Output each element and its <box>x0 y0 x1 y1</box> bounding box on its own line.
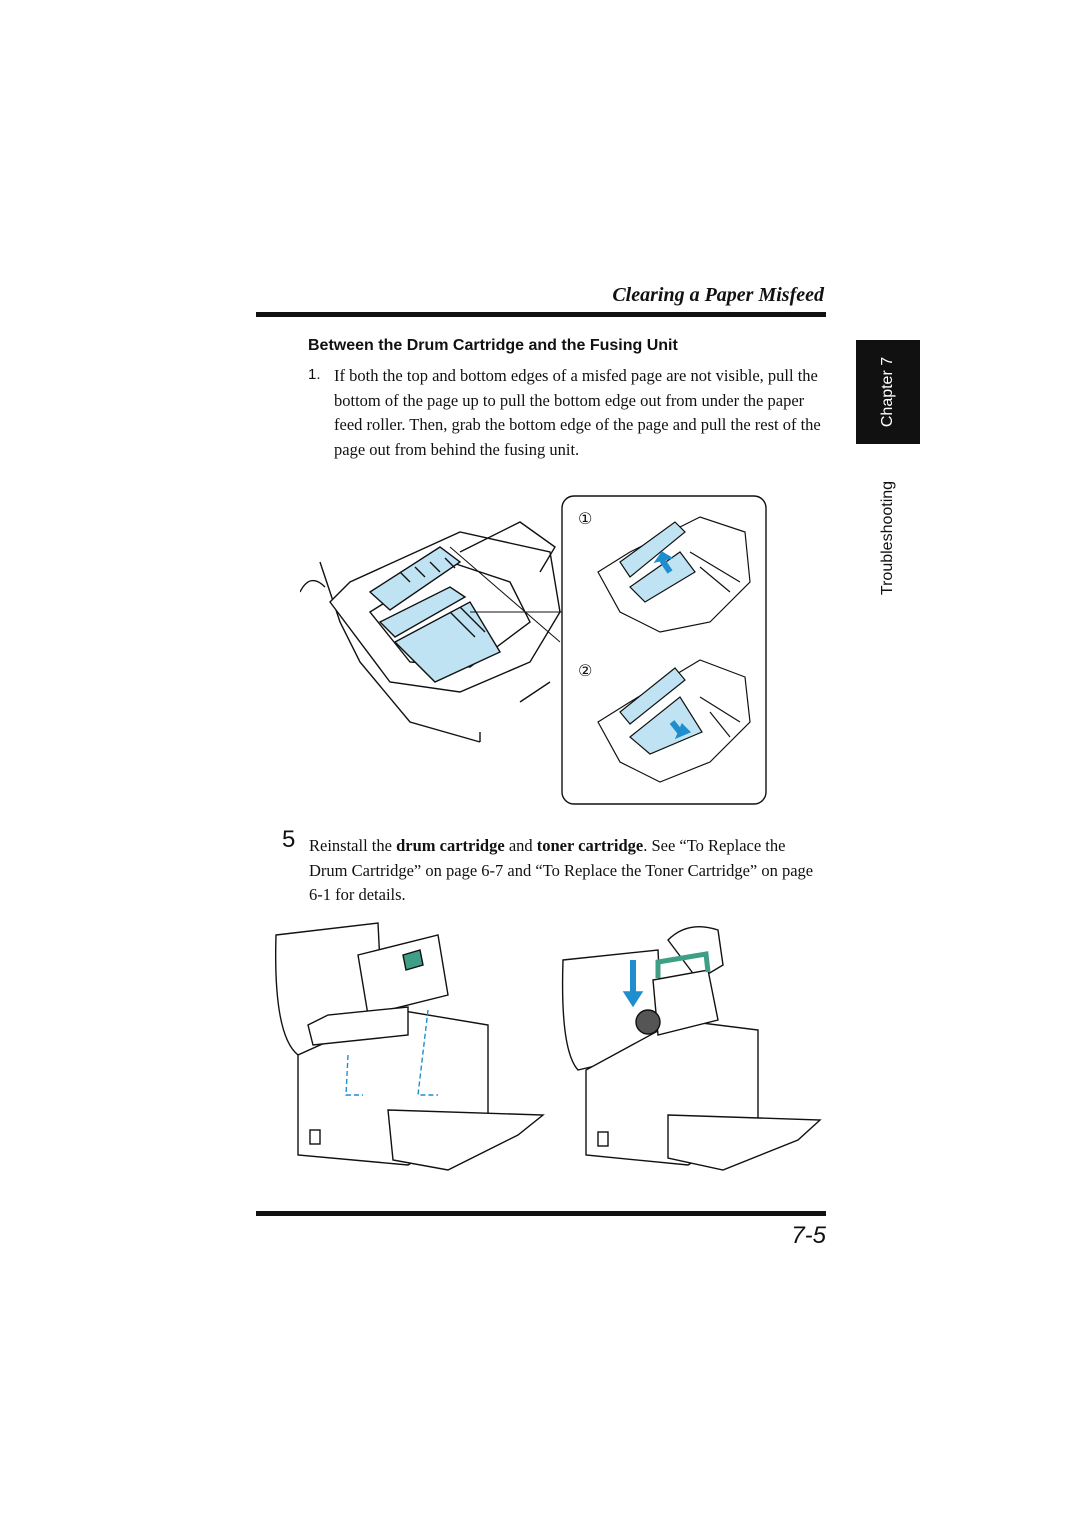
chapter-tab-label: Chapter 7 <box>879 356 896 428</box>
callout-2: ② <box>578 661 593 680</box>
step-5-drum-cartridge: drum cartridge <box>396 836 505 855</box>
page-number: 7-5 <box>791 1222 826 1249</box>
figure-drum-install <box>268 915 553 1173</box>
step-5-text <box>309 834 824 908</box>
callout-1: ① <box>578 509 593 528</box>
footer-rule <box>256 1211 826 1216</box>
section-heading: Between the Drum Cartridge and the Fusing Unit <box>308 337 678 354</box>
section-tab-label: Troubleshooting <box>879 480 896 596</box>
step-5-toner-cartridge: toner cartridge <box>536 836 644 855</box>
printer-interior-illustration <box>300 522 562 742</box>
step-5-number: 5 <box>282 826 296 853</box>
step-5-text-after: . See “To Replace the Drum Cartridge” on page 6-7 and “To Replace the Toner Cartridge” on page 6-1 for details. <box>309 836 814 904</box>
header-rule <box>256 312 826 317</box>
step-1-text: If both the top and bottom edges of a misfed page are not visible, pull the bottom of the page up to pull the bottom edge out from under the paper feed roller. Then, grab the bottom edge of the page and pull the rest of the page out from behind the fusing unit. <box>334 366 821 459</box>
running-header: Clearing a Paper Misfeed <box>612 284 824 306</box>
figure-paper-removal <box>300 492 780 812</box>
figure-toner-install <box>558 910 823 1172</box>
step-1-number: 1. <box>308 366 321 383</box>
chapter-tab <box>856 340 920 444</box>
step-5-text-before: Reinstall the <box>309 836 397 855</box>
section-tab <box>856 452 920 624</box>
step-5-text-mid: and <box>504 836 537 855</box>
